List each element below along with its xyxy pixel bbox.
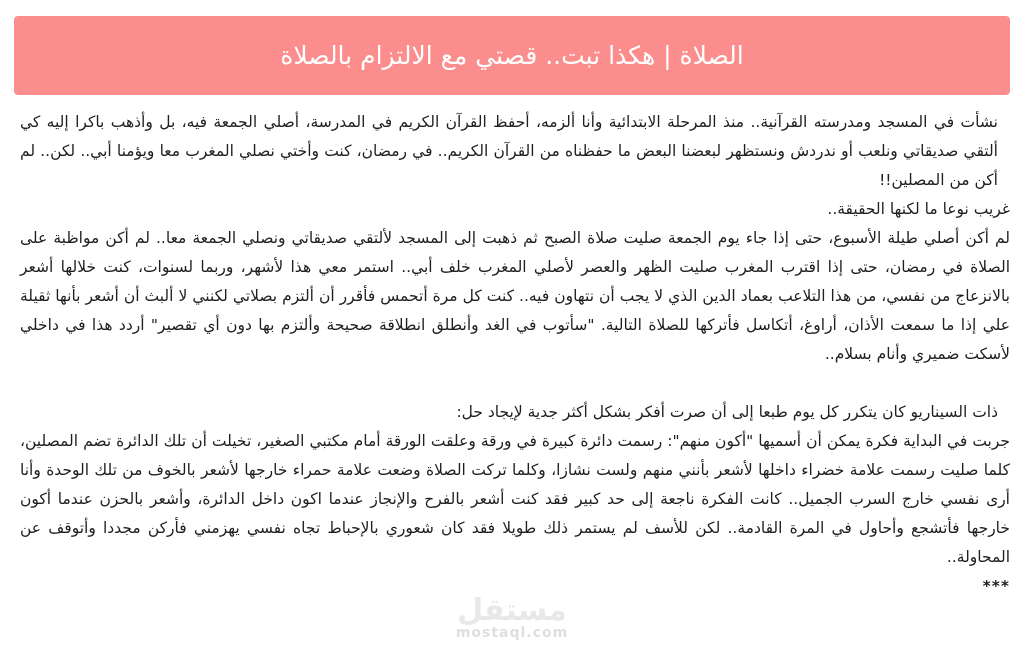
article-paragraph: جربت في البداية فكرة يمكن أن أسميها "أكون منهم": رسمت دائرة كبيرة في ورقة وعلقت الورقة أمام مكتبي الصغير، تخيلت أن تلك الدائرة تضم المصلين، كلما صليت رسمت علامة خضراء داخلها لأشعر بأنني منهم ولست نشازا، وكلما تركت الصلاة وضعت علامة حمراء خارجها لأشعر بالخوف من تلك الوحدة وأنا أرى نفسي خارج السرب الجميل.. كانت الفكرة ناجعة إلى حد كبير فقد كنت أشعر بالفرح والإنجاز عندما اكون داخل الدائرة، وأشعر بالحزن عندما أكون خارجها فأتشجع وأحاول في المرة القادمة.. لكن للأسف لم يستمر ذلك طويلا فقد كان شعوري بالإحباط تجاه نفسي يهزمني فأركن مجددا وأتوقف عن المحاولة.. (20, 432, 1010, 566)
watermark-latin: mostaql.com (455, 625, 569, 641)
article-paragraph: غريب نوعا ما لكنها الحقيقة.. (827, 200, 1010, 218)
article-paragraph: لم أكن أصلي طيلة الأسبوع، حتى إذا جاء يوم الجمعة صليت صلاة الصبح ثم ذهبت إلى المسجد لألتقي صديقاتي ونصلي الجمعة معا.. لم أكن مواظبة على الصلاة في رمضان، حتى إذا اقترب المغرب صليت الظهر والعصر لأصلي المغرب خلف أبي.. استمر معي هذا لأشهر، وربما لسنوات، كنت خلالها أشعر بالانزعاج من نفسي، من هذا التلاعب بعماد الدين الذي لا يجب أن نتهاون فيه.. كنت كل مرة أتحمس فأقرر أن ألتزم بصلاتي لكنني لا ألبث أن أشعر بأنها ثقيلة علي إذا ما سمعت الأذان، أراوغ، أتكاسل فأتركها للصلاة التالية. "سأتوب في الغد وأنطلق انطلاقة صحيحة وألتزم بها دون أي تقصير" أردد هذا في داخلي لأسكت ضميري وأنام بسلام.. (20, 229, 1010, 363)
paragraph-spacer (20, 369, 1010, 398)
watermark-arabic: مستقل (457, 593, 567, 628)
article-paragraph: نشأت في المسجد ومدرسته القرآنية.. منذ المرحلة الابتدائية وأنا ألزمه، أحفظ القرآن الكريم في المدرسة، أصلي الجمعة فيه، بل وأذهب باكرا إليه كي ألتقي صديقاتي ونلعب أو ندردش ونستظهر لبعضنا البعض ما حفظناه من القرآن الكريم.. في رمضان، كنت وأختي نصلي المغرب معا ويؤمنا أبي.. لكن.. لم أكن من المصلين!! (20, 113, 998, 189)
article-title: الصلاة | هكذا تبت.. قصتي مع الالتزام بالصلاة (280, 41, 744, 70)
article-title-banner (14, 16, 1010, 95)
site-watermark (0, 593, 1024, 641)
article-paragraph: ذات السيناريو كان يتكرر كل يوم طبعا إلى أن صرت أفكر بشكل أكثر جدية لإيجاد حل: (456, 403, 998, 421)
article-body (20, 108, 1010, 601)
section-separator: *** (982, 577, 1010, 595)
